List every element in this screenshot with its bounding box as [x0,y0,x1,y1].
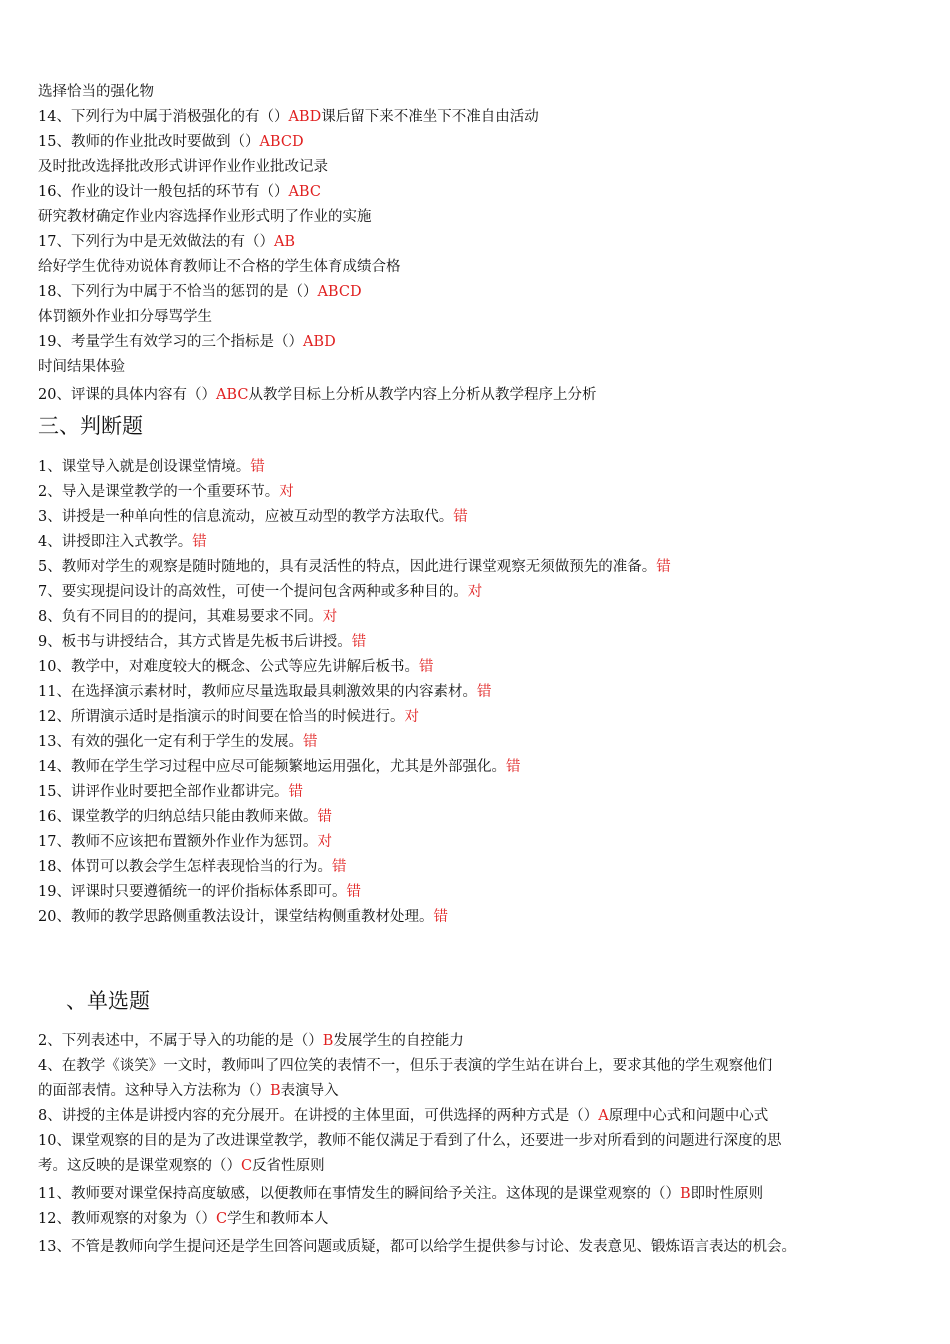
judge-text: 9、板书与讲授结合，其方式皆是先板书后讲授。 [38,634,352,650]
multi-choice-line [38,357,926,377]
judge-answer: 错 [288,784,303,800]
answer-text: 课后留下来不准坐下不准自由活动 [321,109,539,125]
judge-answer: 错 [505,759,521,775]
single-choice-line [38,1156,926,1176]
question-text: 及时批改选择批改形式讲评作业作业批改记录 [38,159,328,175]
answer-text: 反省性原则 [252,1158,325,1174]
judge-text: 7、要实现提问设计的高效性，可使一个提问包含两种或多种目的。 [38,584,468,600]
judge-text: 10、教学中，对难度较大的概念、公式等应先讲解后板书。 [38,659,419,675]
judge-answer: 对 [404,709,419,725]
answer-mark: B [322,1033,334,1049]
answer-text: 发展学生的自控能力 [333,1033,464,1049]
judge-item [38,482,926,502]
judge-text: 4、讲授即注入式教学。 [38,534,193,550]
question-text: 4、在教学《谈笑》一文时，教师叫了四位笑的表情不一，但乐于表演的学生站在讲台上，要求其他的学生观察他们 [38,1058,773,1074]
judge-text: 13、有效的强化一定有利于学生的发展。 [38,734,303,750]
multi-choice-line [38,82,926,102]
judge-item [38,557,926,577]
judge-item [38,707,926,727]
answer-mark: ABC [215,387,249,403]
question-text: 15、教师的作业批改时要做到（） [38,134,260,150]
answer-mark: ABD [288,109,322,125]
judge-text: 5、教师对学生的观察是随时随地的，具有灵活性的特点，因此进行课堂观察无须做预先的准备。 [38,559,657,575]
question-text: 11、教师要对课堂保持高度敏感，以便教师在事情发生的瞬间给予关注。这体现的是课堂观察的（） [38,1186,680,1202]
question-text: 体罚额外作业扣分辱骂学生 [38,309,212,325]
multi-choice-line [38,332,926,352]
question-text: 时间结果体验 [38,359,125,375]
judge-text: 20、教师的教学思路侧重教法设计，课堂结构侧重教材处理。 [38,909,434,925]
judge-item [38,582,926,602]
single-choice-line [38,1184,926,1204]
judge-answer: 错 [250,459,265,475]
judge-text: 1、课堂导入就是创设课堂情境。 [38,459,251,475]
question-text: 10、课堂观察的目的是为了改进课堂教学，教师不能仅满足于看到了什么，还要进一步对所看到的问题进行深度的思 [38,1133,782,1149]
judge-item [38,682,926,702]
single-choice-line [38,1056,926,1076]
judge-item [38,657,926,677]
question-text: 的面部表情。这种导入方法称为（） [38,1083,270,1099]
multi-choice-line [38,107,926,127]
judge-text: 19、评课时只要遵循统一的评价指标体系即可。 [38,884,347,900]
judge-item [38,807,926,827]
judge-text: 11、在选择演示素材时，教师应尽量选取最具刺激效果的内容素材。 [38,684,477,700]
judge-text: 16、课堂教学的归纳总结只能由教师来做。 [38,809,318,825]
question-text: 12、教师观察的对象为（） [38,1211,216,1227]
single-choice-line [38,1081,926,1101]
answer-mark: B [679,1186,691,1202]
answer-mark: ABCD [259,134,304,150]
single-choice-line [38,1237,926,1257]
answer-mark: C [241,1158,253,1174]
question-text: 16、作业的设计一般包括的环节有（） [38,184,289,200]
judge-answer: 错 [476,684,492,700]
answer-mark: C [215,1211,228,1227]
judge-answer: 错 [346,884,361,900]
answer-mark: B [270,1083,281,1099]
judge-item [38,782,926,802]
question-text: 2、下列表述中，不属于导入的功能的是（） [38,1033,323,1049]
judge-text: 17、教师不应该把布置额外作业作为惩罚。 [38,834,318,850]
judge-item [38,632,926,652]
judge-item [38,907,926,927]
judge-text: 12、所谓演示适时是指演示的时间要在恰当的时候进行。 [38,709,405,725]
single-choice-line [38,1106,926,1126]
single-choice-line [38,1209,926,1229]
question-text: 20、评课的具体内容有（） [38,387,216,403]
judge-answer: 对 [322,609,338,625]
multi-choice-line [38,232,926,252]
question-text: 14、下列行为中属于消极强化的有（） [38,109,289,125]
answer-text: 从教学目标上分析从教学内容上分析从教学程序上分析 [248,387,597,403]
judge-item [38,757,926,777]
answer-mark: ABC [288,184,321,200]
judge-text: 3、讲授是一种单向性的信息流动，应被互动型的教学方法取代。 [38,509,454,525]
judge-answer: 错 [331,859,347,875]
judge-answer: 对 [317,834,332,850]
judge-answer: 错 [317,809,332,825]
multi-choice-line [38,132,926,152]
judge-item [38,507,926,527]
judge-item [38,607,926,627]
question-text: 研究教材确定作业内容选择作业形式明了作业的实施 [38,209,372,225]
answer-text: 表演导入 [280,1083,339,1099]
judge-answer: 错 [192,534,207,550]
judge-text: 8、负有不同目的的提问，其难易要求不同。 [38,609,323,625]
single-choice-line [38,1031,926,1051]
question-text: 考。这反映的是课堂观察的（） [38,1158,241,1174]
judge-answer: 对 [279,484,294,500]
judge-answer: 错 [453,509,468,525]
judge-text: 14、教师在学生学习过程中应尽可能频繁地运用强化，尤其是外部强化。 [38,759,506,775]
multi-choice-line [38,207,926,227]
judge-answer: 错 [418,659,434,675]
judge-answer: 错 [302,734,318,750]
judge-item [38,832,926,852]
judge-answer: 错 [351,634,367,650]
judge-item [38,857,926,877]
question-text: 8、讲授的主体是讲授内容的充分展开。在讲授的主体里面，可供选择的两种方式是（） [38,1108,599,1124]
question-text: 19、考量学生有效学习的三个指标是（） [38,334,303,350]
judge-answer: 对 [467,584,483,600]
judge-item [38,457,926,477]
answer-mark: ABCD [317,284,362,300]
question-text: 13、不管是教师向学生提问还是学生回答问题或质疑，都可以给学生提供参与讨论、发表意见、锻炼语言表达的机会。 [38,1239,796,1255]
answer-text: 学生和教师本人 [227,1211,329,1227]
multi-choice-line [38,182,926,202]
judge-heading: 三、判断题 [38,414,143,438]
answer-mark: A [598,1108,609,1124]
multi-choice-line [38,282,926,302]
question-text: 给好学生优待劝说体育教师让不合格的学生体育成绩合格 [38,259,401,275]
judge-text: 15、讲评作业时要把全部作业都讲完。 [38,784,289,800]
answer-text: 原理中心式和问题中心式 [608,1108,769,1124]
multi-choice-line [38,257,926,277]
multi-choice-line [38,157,926,177]
question-text: 17、下列行为中是无效做法的有（） [38,234,274,250]
answer-mark: AB [273,234,296,250]
question-text: 选择恰当的强化物 [38,84,154,100]
multi-choice-line [38,385,926,405]
judge-item [38,882,926,902]
judge-item [38,532,926,552]
single-choice-line [38,1131,926,1151]
judge-text: 2、导入是课堂教学的一个重要环节。 [38,484,280,500]
answer-text: 即时性原则 [690,1186,764,1202]
judge-text: 18、体罚可以教会学生怎样表现恰当的行为。 [38,859,332,875]
single-choice-heading: 、单选题 [66,989,150,1013]
multi-choice-line [38,307,926,327]
judge-item [38,732,926,752]
judge-answer: 错 [433,909,448,925]
judge-answer: 错 [656,559,671,575]
question-text: 18、下列行为中属于不恰当的惩罚的是（） [38,284,318,300]
answer-mark: ABD [302,334,336,350]
